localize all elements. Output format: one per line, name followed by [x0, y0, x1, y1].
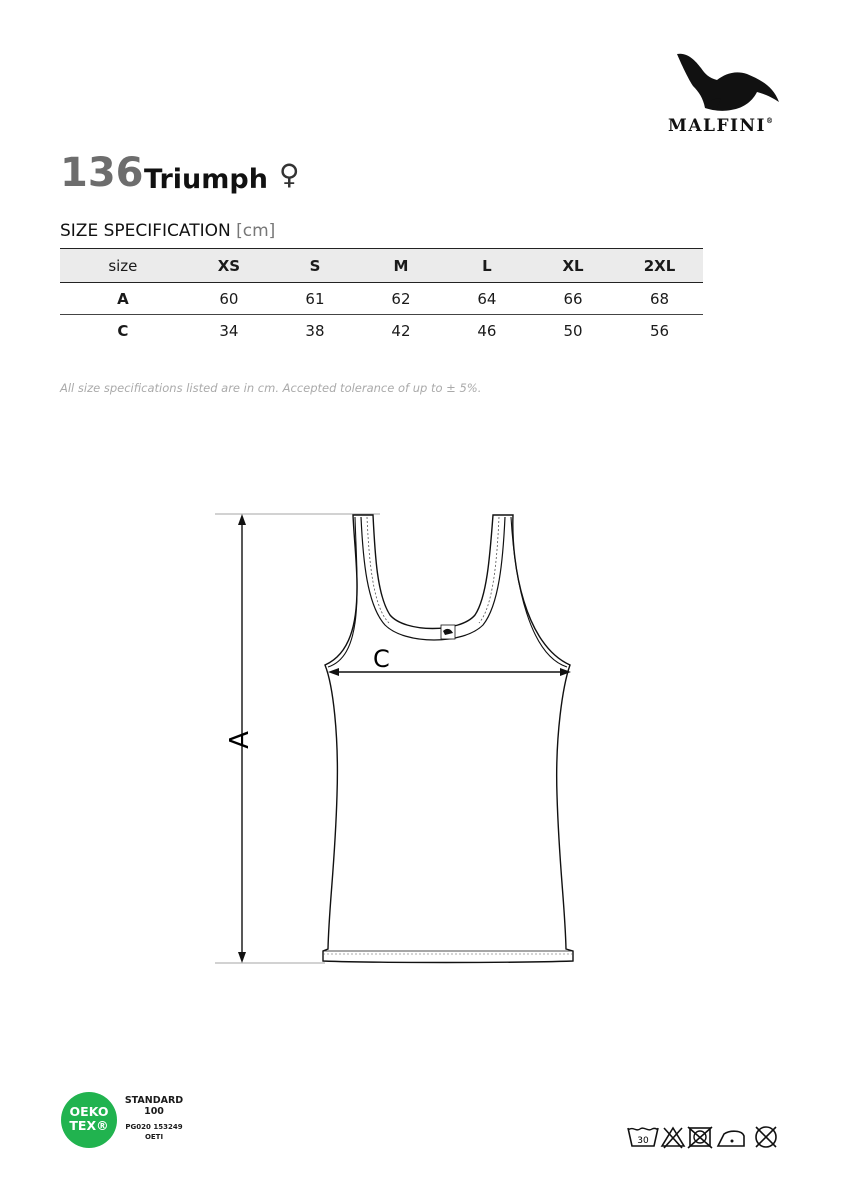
arrow-up-icon: [238, 514, 246, 525]
spec-title: [60, 221, 275, 241]
table-cell: 62: [358, 283, 444, 315]
code-line1: PG020 153249: [125, 1123, 183, 1131]
header-cell: S: [272, 249, 358, 283]
table-row: [60, 315, 703, 347]
table-header-row: [60, 249, 703, 283]
table-cell: 68: [616, 283, 703, 315]
header-cell: XL: [530, 249, 616, 283]
oeko-tex-badge: [61, 1092, 117, 1148]
table-cell: 34: [219, 321, 239, 340]
tolerance-note: All size specifications listed are in cm. Accepted tolerance of up to ± 5%.: [60, 381, 482, 395]
header-cell: M: [358, 249, 444, 283]
brand-name-text: MALFINI: [668, 116, 766, 136]
female-symbol-icon: ♀: [279, 158, 300, 191]
table-cell: 38: [305, 321, 325, 340]
row-label: A: [60, 283, 186, 315]
model-number: 136: [60, 150, 144, 196]
wash-30-icon: [628, 1128, 658, 1146]
no-bleach-icon: [662, 1128, 684, 1148]
no-dry-clean-icon: [756, 1127, 776, 1147]
header-cell: size: [60, 249, 186, 283]
table-cell: 60: [186, 283, 272, 315]
tank-top-drawing: [195, 505, 595, 975]
garment-outline: [323, 515, 573, 963]
standard-line2: 100: [144, 1106, 164, 1117]
label-c: C: [373, 645, 390, 673]
table-row: [60, 283, 703, 315]
arrow-down-icon: [238, 952, 246, 963]
table-cell: 66: [530, 283, 616, 315]
table-cell: 46: [477, 321, 497, 340]
label-a: A: [225, 731, 255, 749]
wash-temp-text: 30: [637, 1136, 649, 1146]
header-cell: 2XL: [616, 249, 703, 283]
table-cell: 61: [272, 283, 358, 315]
oeko-line2: TEX®: [69, 1118, 109, 1133]
table-cell: 64: [444, 283, 530, 315]
standard-line1: STANDARD: [124, 1095, 184, 1106]
table-cell: 42: [391, 321, 411, 340]
oeko-line1: OEKO: [69, 1104, 109, 1119]
header-cell: L: [444, 249, 530, 283]
no-tumble-dry-icon: [688, 1127, 712, 1148]
header-cell: XS: [186, 249, 272, 283]
brand-name: [668, 116, 798, 136]
size-table: [60, 248, 703, 347]
registered-mark: ®: [765, 116, 775, 125]
table-cell: 50: [563, 321, 583, 340]
spec-title-text: SIZE SPECIFICATION: [60, 221, 231, 241]
oeko-code: [122, 1122, 186, 1142]
code-line2: OETI: [144, 1133, 164, 1141]
table-cell: 56: [649, 321, 670, 340]
row-label: C: [117, 321, 129, 340]
oeko-standard: [122, 1095, 186, 1117]
model-name: Triumph: [144, 164, 268, 195]
spec-unit: [cm]: [236, 221, 276, 241]
care-symbols: [626, 1122, 784, 1152]
iron-low-icon: [718, 1131, 744, 1146]
